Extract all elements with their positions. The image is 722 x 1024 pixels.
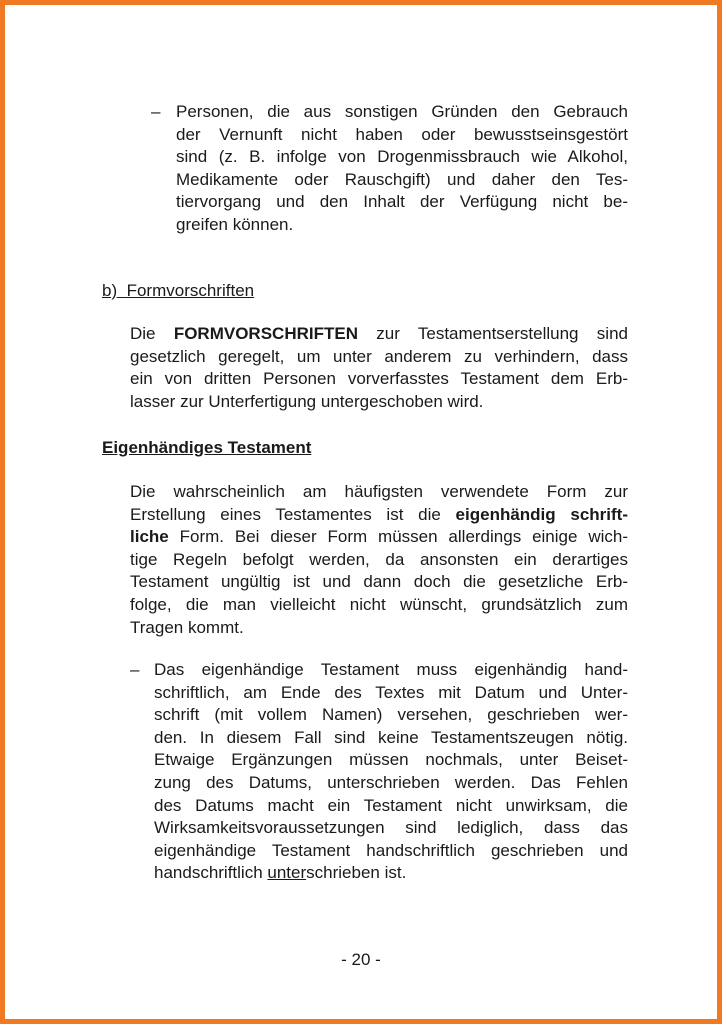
bold-term: eigenhändig schrift-	[455, 504, 628, 524]
text-line: Die wahrscheinlich am häufigsten verwendete Form zur	[130, 482, 628, 501]
section-title: Formvorschriften	[126, 281, 255, 300]
text-run: schrieben ist.	[306, 863, 407, 883]
text-line: eigenhändige Testament handschriftlich geschrieben und	[154, 840, 628, 860]
list-dash: –	[130, 660, 140, 679]
text-line: Medikamente oder Rauschgift) und daher den Tes-	[176, 169, 628, 189]
section-label: b)	[102, 281, 118, 300]
text-line: Personen, die aus sonstigen Gründen den Gebrauch	[176, 102, 628, 121]
text-line: lasser zur Unterfertigung untergeschoben wird.	[130, 391, 484, 411]
bold-term: FORMVORSCHRIFTEN	[173, 324, 358, 343]
page-number: - 20 -	[341, 950, 381, 969]
text-line: den. In diesem Fall sind keine Testamentszeugen nötig.	[154, 727, 628, 747]
text-line: greifen können.	[176, 214, 294, 234]
text-line: folge, die man vielleicht nicht wünscht, grundsätzlich zum	[130, 594, 628, 614]
text-line: Tragen kommt.	[130, 617, 244, 637]
list-item-text	[176, 101, 628, 237]
text-run: handschriftlich	[154, 863, 268, 883]
list-item-text	[154, 659, 628, 885]
paragraph-eigenhaendig	[130, 481, 628, 639]
bold-term: liche	[130, 527, 169, 547]
text-line: schriftlich, am Ende des Textes mit Datum und Unter-	[154, 682, 628, 702]
text-line: des Datums macht ein Testament nicht unwirksam, die	[154, 795, 628, 815]
text-run: Die	[130, 324, 174, 343]
paragraph-formvorschriften	[130, 323, 628, 413]
section-heading-formvorschriften	[102, 280, 254, 302]
text-line: ein von dritten Personen vorverfasstes Testament dem Erb-	[130, 369, 628, 389]
page-content	[5, 5, 717, 1019]
list-dash: –	[151, 102, 161, 121]
text-line: der Vernunft nicht haben oder bewusstseinsgestört	[176, 124, 628, 144]
text-run: zur Testamentserstellung sind	[357, 324, 628, 343]
text-line: tiervorgang und den Inhalt der Verfügung nicht be-	[176, 192, 628, 212]
text-line: sind (z. B. infolge von Drogenmissbrauch wie Alkohol,	[176, 147, 628, 167]
text-line: tige Regeln befolgt werden, da ansonsten ein derartiges	[130, 549, 628, 569]
underlined-text: unter	[267, 863, 307, 883]
heading-eigenhaendiges-testament: Eigenhändiges Testament	[102, 438, 312, 457]
text-line: Wirksamkeitsvoraussetzungen sind lediglich, dass das	[154, 818, 628, 838]
text-line: Etwaige Ergänzungen müssen nochmals, unter Beiset-	[154, 750, 628, 770]
text-line: gesetzlich geregelt, um unter anderem zu verhindern, dass	[130, 346, 628, 366]
text-line: zung des Datums, unterschrieben werden. Das Fehlen	[154, 772, 628, 792]
text-line: schrift (mit vollem Namen) versehen, geschrieben wer-	[154, 705, 628, 725]
text-line: Das eigenhändige Testament muss eigenhändig hand-	[154, 660, 628, 679]
text-line: Testament ungültig ist und dann doch die gesetzliche Erb-	[130, 572, 628, 592]
text-run: Form. Bei dieser Form müssen allerdings einige wich-	[168, 527, 628, 547]
text-run: Erstellung eines Testamentes ist die	[130, 504, 456, 524]
